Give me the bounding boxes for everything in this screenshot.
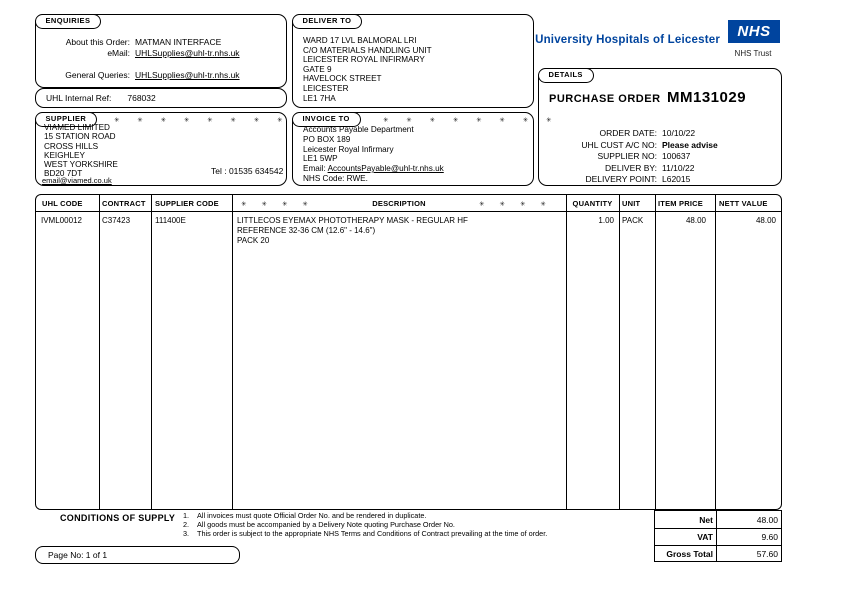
header-nett-value: NETT VALUE bbox=[719, 199, 768, 208]
general-queries-label: General Queries: bbox=[65, 70, 130, 80]
description-line: LITTLECOS EYEMAX PHOTOTHERAPY MASK - REGULAR HF bbox=[237, 216, 468, 225]
scan-marks: ✳ ✳ ✳ ✳ ✳ ✳ ✳ ✳ bbox=[383, 117, 553, 124]
cell-description bbox=[237, 216, 561, 246]
purchase-order-label: PURCHASE ORDER bbox=[549, 93, 661, 105]
condition-item bbox=[183, 529, 578, 538]
supplier-line: 15 STATION ROAD bbox=[44, 132, 116, 142]
internal-ref-label: UHL Internal Ref: bbox=[46, 93, 112, 103]
column-divider bbox=[619, 195, 620, 509]
supplier-box bbox=[35, 112, 287, 186]
invoice-to-line: PO BOX 189 bbox=[303, 134, 351, 144]
invoice-email-value: AccountsPayable@uhl-tr.nhs.uk bbox=[327, 164, 444, 173]
enquiries-box bbox=[35, 14, 287, 88]
supplier-no-row bbox=[539, 151, 690, 161]
cell-unit: PACK bbox=[622, 216, 644, 225]
header-description: DESCRIPTION bbox=[372, 199, 426, 208]
deliver-to-line: GATE 9 bbox=[303, 64, 332, 74]
organisation-name: University Hospitals of Leicester bbox=[535, 34, 720, 46]
net-label: Net bbox=[699, 515, 713, 525]
about-order-label: About this Order: bbox=[65, 37, 130, 47]
supplier-line: WEST YORKSHIRE bbox=[44, 160, 118, 170]
cell-nett-value: 48.00 bbox=[755, 216, 776, 225]
gross-total-label: Gross Total bbox=[666, 549, 713, 559]
about-order-value: MATMAN INTERFACE bbox=[135, 37, 222, 47]
internal-ref-value: 768032 bbox=[127, 93, 156, 103]
supplier-line: CROSS HILLS bbox=[44, 141, 99, 151]
order-date-label: ORDER DATE: bbox=[599, 128, 657, 138]
order-table bbox=[35, 194, 782, 510]
invoice-nhs-code: NHS Code: RWE. bbox=[303, 174, 368, 183]
general-queries-row bbox=[42, 70, 240, 80]
cust-account-label: UHL CUST A/C NO: bbox=[581, 139, 657, 150]
invoice-email-row bbox=[303, 164, 444, 173]
order-date-value: 10/10/22 bbox=[662, 128, 696, 138]
supplier-address bbox=[44, 123, 118, 179]
deliver-to-line: LE1 7HA bbox=[303, 93, 336, 103]
cell-uhl-code: IVML00012 bbox=[41, 216, 82, 225]
deliver-to-label: DELIVER TO bbox=[292, 14, 363, 29]
conditions-title: CONDITIONS OF SUPPLY bbox=[60, 513, 176, 523]
condition-item bbox=[183, 520, 578, 529]
condition-text: This order is subject to the appropriate NHS Terms and Conditions of Contract prevailing at the time of order. bbox=[197, 529, 548, 538]
cell-item-price: 48.00 bbox=[685, 216, 706, 225]
deliver-to-line: HAVELOCK STREET bbox=[303, 74, 382, 84]
cust-account-row bbox=[539, 140, 718, 150]
column-divider bbox=[655, 195, 656, 509]
column-divider bbox=[232, 195, 233, 509]
conditions-list bbox=[183, 511, 578, 538]
column-divider bbox=[151, 195, 152, 509]
totals-box bbox=[654, 510, 782, 562]
supplier-telephone: Tel : 01535 634542 bbox=[211, 166, 284, 176]
enquiries-email-row bbox=[42, 48, 240, 58]
invoice-to-box bbox=[292, 112, 553, 186]
invoice-email-label: Email: bbox=[303, 164, 326, 173]
supplier-line: VIAMED LIMITED bbox=[44, 123, 110, 132]
gross-total-value: 57.60 bbox=[756, 549, 778, 559]
condition-text: All goods must be accompanied by a Delivery Note quoting Purchase Order No. bbox=[197, 520, 455, 529]
invoice-to-line: Leicester Royal Infirmary bbox=[303, 144, 394, 154]
header-contract: CONTRACT bbox=[102, 199, 146, 208]
order-date-row bbox=[539, 128, 695, 138]
enquiries-label: ENQUIRIES bbox=[35, 14, 102, 29]
supplier-line: KEIGHLEY bbox=[44, 150, 85, 160]
enquiries-email-value: UHLSupplies@uhl-tr.nhs.uk bbox=[135, 48, 240, 58]
details-label: DETAILS bbox=[538, 68, 594, 83]
header-unit: UNIT bbox=[622, 199, 641, 208]
description-line: REFERENCE 32-36 CM (12.6" - 14.6") bbox=[237, 226, 376, 235]
purchase-order-number: MM131029 bbox=[667, 89, 747, 106]
scan-marks: ✳ ✳ ✳ ✳ bbox=[241, 201, 309, 208]
deliver-to-line: WARD 17 LVL BALMORAL LRI bbox=[303, 36, 417, 45]
enquiries-email-label: eMail: bbox=[107, 48, 130, 58]
scan-marks: ✳ ✳ ✳ ✳ bbox=[479, 201, 547, 208]
cell-supplier-code: 111400E bbox=[155, 216, 186, 225]
internal-ref-box bbox=[35, 88, 287, 108]
page-number-box bbox=[35, 546, 240, 564]
column-divider bbox=[99, 195, 100, 509]
deliver-to-line: LEICESTER bbox=[303, 83, 349, 93]
table-header-divider bbox=[36, 211, 781, 212]
supplier-label: SUPPLIER bbox=[35, 112, 98, 127]
header-item-price: ITEM PRICE bbox=[658, 199, 703, 208]
scan-marks: ✳ ✳ ✳ ✳ ✳ ✳ ✳ ✳ bbox=[114, 117, 284, 124]
cell-contract: C37423 bbox=[102, 216, 131, 225]
delivery-point-value: L62015 bbox=[662, 174, 691, 184]
header-supplier-code: SUPPLIER CODE bbox=[155, 199, 219, 208]
condition-number: 3. bbox=[183, 529, 190, 538]
supplier-no-value: 100637 bbox=[662, 151, 691, 161]
deliver-by-label: DELIVER BY: bbox=[605, 162, 657, 173]
deliver-to-box bbox=[292, 14, 534, 108]
description-line: PACK 20 bbox=[237, 236, 270, 245]
vat-label: VAT bbox=[697, 532, 713, 542]
delivery-point-label: DELIVERY POINT: bbox=[585, 174, 657, 184]
cust-account-value: Please advise bbox=[662, 139, 718, 150]
nhs-logo bbox=[728, 20, 780, 43]
delivery-point-row bbox=[539, 174, 690, 184]
supplier-no-label: SUPPLIER NO: bbox=[597, 151, 657, 161]
column-divider bbox=[566, 195, 567, 509]
invoice-to-line: Accounts Payable Department bbox=[303, 125, 414, 134]
column-divider bbox=[715, 195, 716, 509]
general-queries-value: UHLSupplies@uhl-tr.nhs.uk bbox=[135, 70, 240, 80]
gross-total-row bbox=[655, 545, 781, 562]
supplier-line: BD20 7DT bbox=[44, 169, 83, 179]
invoice-to-line: LE1 5WP bbox=[303, 154, 338, 164]
about-order-row bbox=[42, 37, 221, 47]
net-row bbox=[655, 511, 781, 528]
net-value: 48.00 bbox=[756, 515, 778, 525]
invoice-to-address bbox=[303, 125, 414, 164]
condition-item bbox=[183, 511, 578, 520]
deliver-to-address bbox=[303, 36, 432, 103]
deliver-by-value: 11/10/22 bbox=[662, 162, 695, 173]
details-box bbox=[538, 68, 782, 186]
header-quantity: QUANTITY bbox=[572, 199, 613, 208]
condition-number: 1. bbox=[183, 511, 190, 520]
condition-number: 2. bbox=[183, 520, 190, 529]
cell-quantity: 1.00 bbox=[598, 216, 614, 225]
vat-value: 9.60 bbox=[761, 532, 778, 542]
nhs-logo-text: NHS bbox=[737, 23, 771, 40]
deliver-by-row bbox=[539, 163, 694, 173]
invoice-to-label: INVOICE TO bbox=[292, 112, 361, 127]
deliver-to-line: C/O MATERIALS HANDLING UNIT bbox=[303, 45, 432, 55]
nhs-trust-label: NHS Trust bbox=[734, 49, 772, 58]
page-number: Page No: 1 of 1 bbox=[48, 550, 108, 560]
deliver-to-line: LEICESTER ROYAL INFIRMARY bbox=[303, 55, 425, 65]
supplier-email: email@viamed.co.uk bbox=[42, 176, 112, 185]
header-uhl-code: UHL CODE bbox=[42, 199, 83, 208]
vat-row bbox=[655, 528, 781, 545]
condition-text: All invoices must quote Official Order No. and be rendered in duplicate. bbox=[197, 511, 427, 520]
